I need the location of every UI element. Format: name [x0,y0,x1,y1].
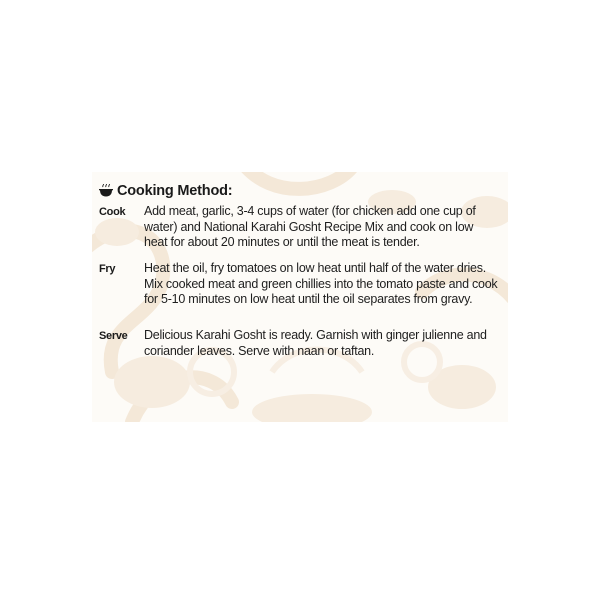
step-fry [99,261,504,308]
step-text: Add meat, garlic, 3-4 cups of water (for chicken add one cup of water) and National Karahi Gosht Recipe Mix and cook on low heat for about 20 minutes or until the meat is tender. [144,204,476,249]
step-serve [99,328,504,359]
cooking-pot-icon [99,184,113,198]
heading-title: Cooking Method: [117,183,233,199]
step-text: Heat the oil, fry tomatoes on low heat until half of the water dries. Mix cooked meat and green chillies into the tomato paste and cook for 5-10 minutes on low heat until the oil separates from gravy. [144,261,498,306]
cooking-method-heading [99,183,232,199]
step-label: Cook [99,206,126,218]
step-label: Fry [99,263,116,275]
recipe-card [92,172,508,422]
cooking-method-section [92,172,508,422]
step-text: Delicious Karahi Gosht is ready. Garnish with ginger julienne and coriander leaves. Serve with naan or taftan. [144,328,487,358]
step-cook [99,204,504,251]
step-label: Serve [99,330,128,342]
